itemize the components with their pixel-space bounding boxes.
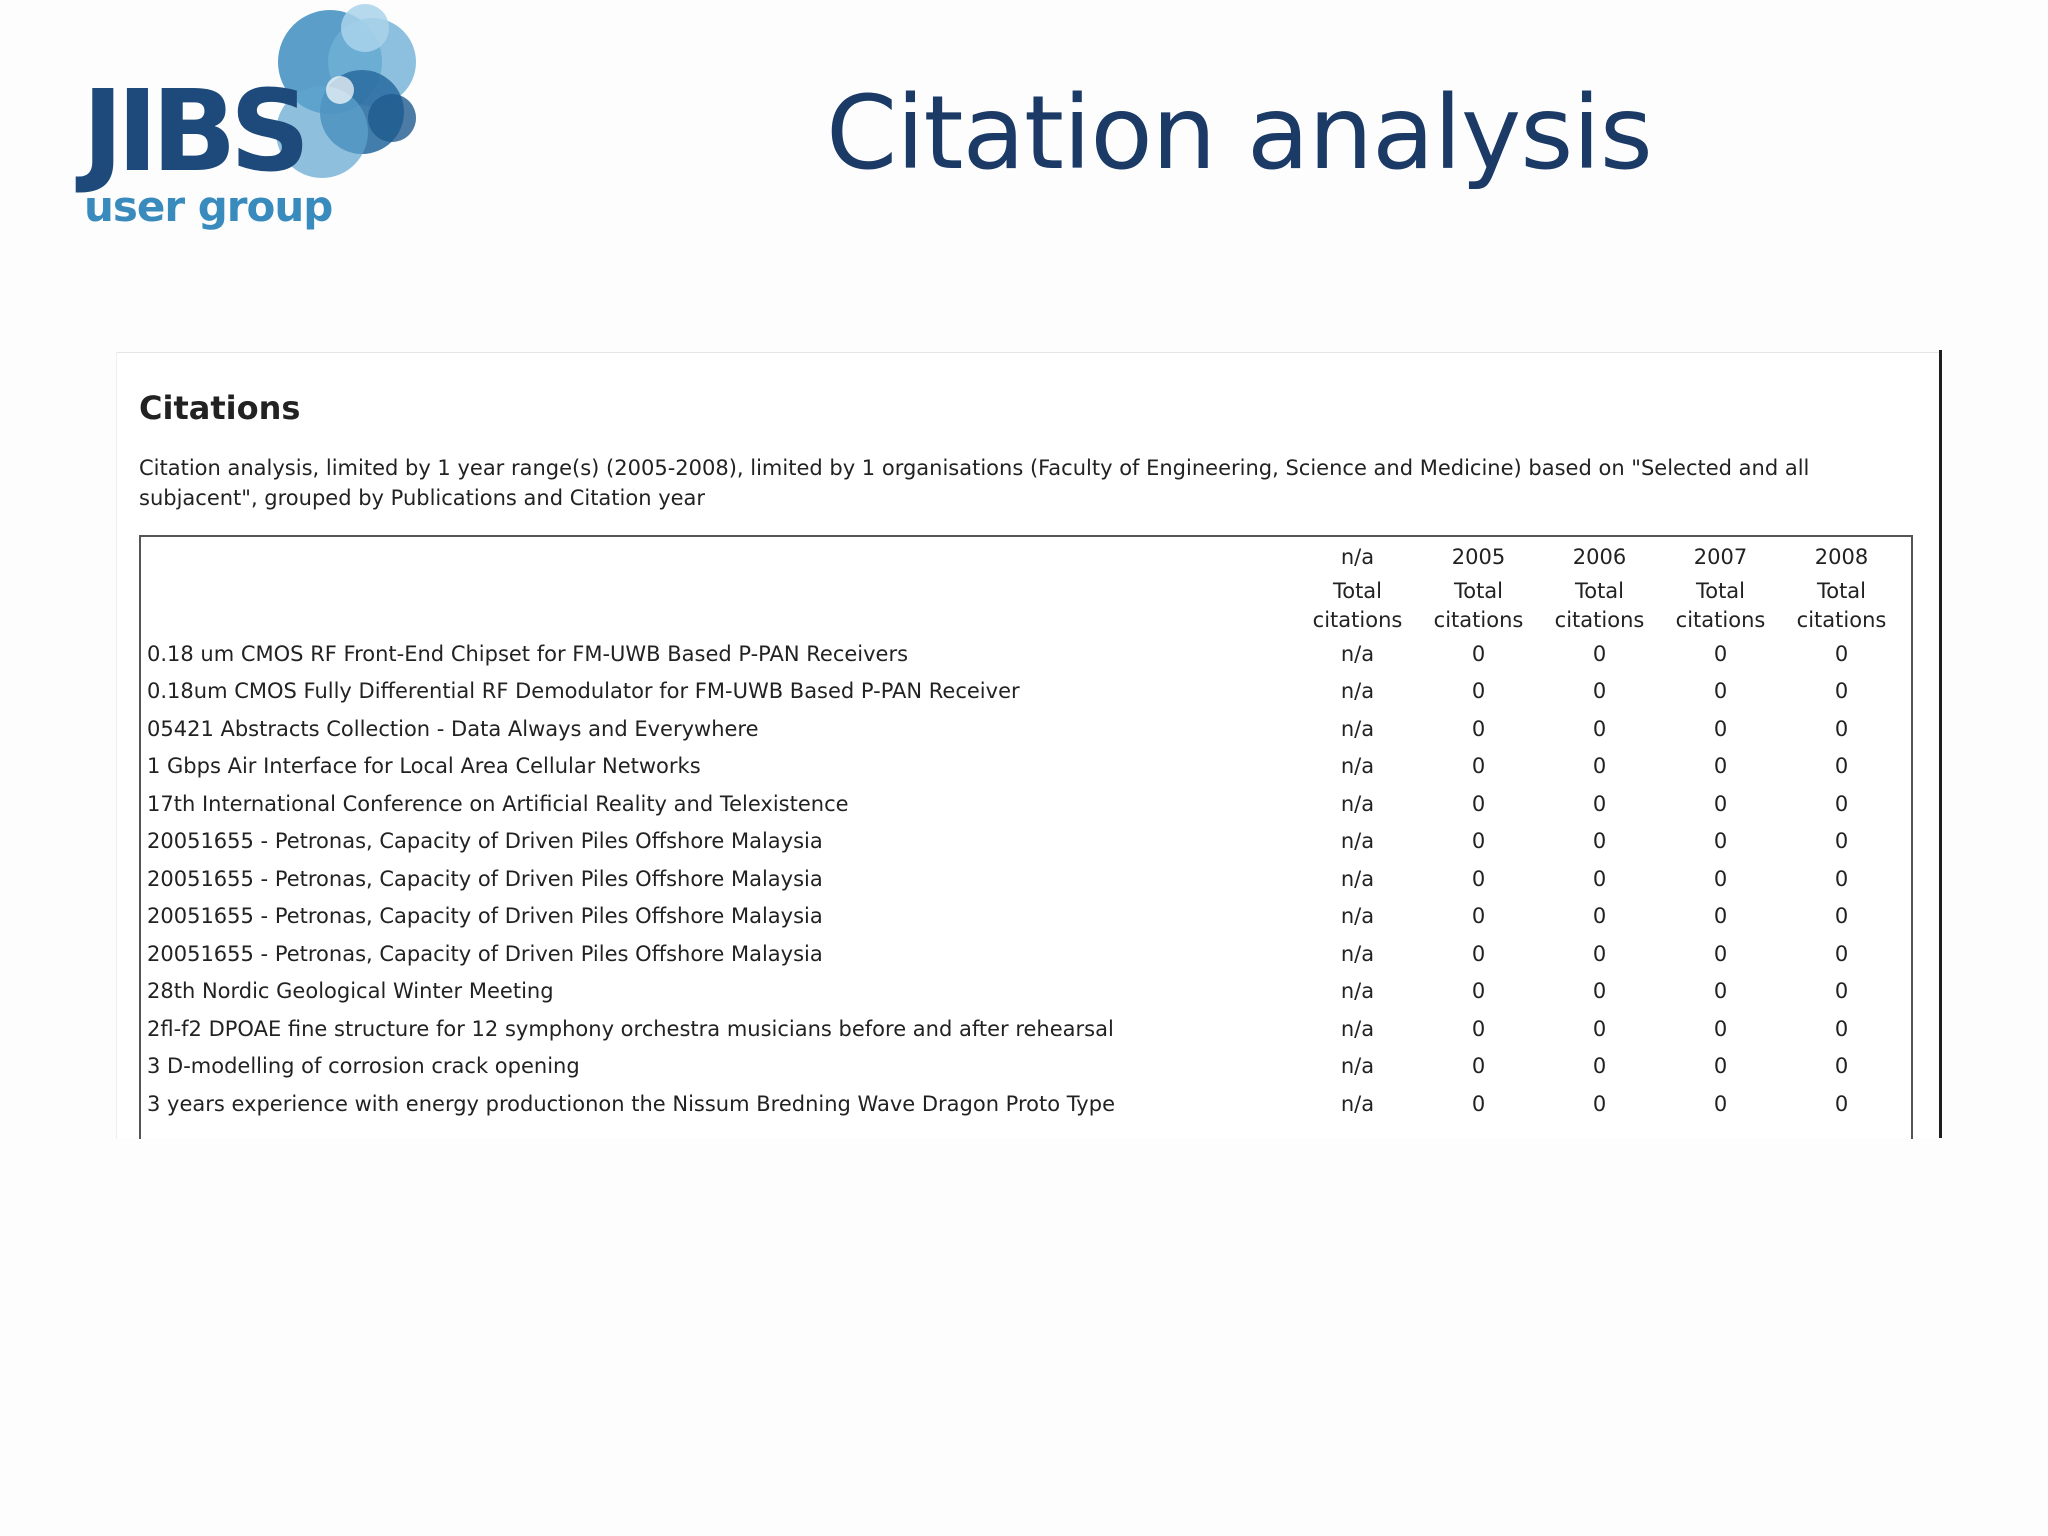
citation-count: 0 <box>1592 1091 1607 1116</box>
citation-count: 0 <box>1834 1016 1849 1041</box>
citation-count: 0 <box>1713 1016 1728 1041</box>
publication-title: 20051655 - Petronas, Capacity of Driven Piles Offshore Malaysia <box>147 866 823 891</box>
citation-count: 0 <box>1471 866 1486 891</box>
logo-wordmark: JIBS <box>82 67 304 197</box>
citation-count: 0 <box>1713 829 1728 854</box>
citation-count: 0 <box>1592 1054 1607 1079</box>
citation-count: 0 <box>1592 791 1607 816</box>
citation-count: 0 <box>1713 1091 1728 1116</box>
citation-count: 0 <box>1834 1091 1849 1116</box>
column-label-header: Total citations <box>1312 579 1403 632</box>
citation-count: 0 <box>1834 829 1849 854</box>
citation-count: 0 <box>1834 904 1849 929</box>
column-label-header: Total citations <box>1433 579 1524 632</box>
citation-count: 0 <box>1713 641 1728 666</box>
column-year-header: 2006 <box>1572 545 1627 569</box>
publication-title: 2fl-f2 DPOAE fine structure for 12 symphony orchestra musicians before and after rehearsal <box>147 1016 1114 1041</box>
citation-count: 0 <box>1592 716 1607 741</box>
citation-count: n/a <box>1340 679 1375 704</box>
citation-count: n/a <box>1340 716 1375 741</box>
citation-count: 0 <box>1834 754 1849 779</box>
citation-count: 0 <box>1471 679 1486 704</box>
citation-count: 0 <box>1834 979 1849 1004</box>
citations-table <box>141 537 1902 1123</box>
citation-count: 0 <box>1834 679 1849 704</box>
citation-count: 0 <box>1713 904 1728 929</box>
citation-count: 0 <box>1471 716 1486 741</box>
column-year-header: n/a <box>1340 545 1375 569</box>
table-row <box>141 935 1902 973</box>
citations-panel <box>116 352 1941 1139</box>
column-label-header: Total citations <box>1796 579 1887 632</box>
citation-count: 0 <box>1713 791 1728 816</box>
citation-count: n/a <box>1340 904 1375 929</box>
header-spacer <box>141 577 1297 635</box>
column-year-header: 2008 <box>1814 545 1869 569</box>
citation-count: 0 <box>1471 979 1486 1004</box>
citation-count: n/a <box>1340 829 1375 854</box>
citation-count: 0 <box>1471 791 1486 816</box>
table-row <box>141 748 1902 786</box>
citation-count: n/a <box>1340 866 1375 891</box>
citation-count: 0 <box>1592 829 1607 854</box>
citation-count: 0 <box>1713 979 1728 1004</box>
citation-count: 0 <box>1471 941 1486 966</box>
publication-title: 17th International Conference on Artificial Reality and Telexistence <box>147 791 849 816</box>
slide-title: Citation analysis <box>826 74 1652 193</box>
table-row <box>141 1048 1902 1086</box>
publication-title: 20051655 - Petronas, Capacity of Driven Piles Offshore Malaysia <box>147 829 823 854</box>
citation-count: n/a <box>1340 791 1375 816</box>
column-year-header: 2005 <box>1451 545 1506 569</box>
table-row <box>141 635 1902 673</box>
citation-count: 0 <box>1834 1054 1849 1079</box>
citation-count: 0 <box>1592 641 1607 666</box>
publication-title: 05421 Abstracts Collection - Data Always and Everywhere <box>147 716 759 741</box>
table-body <box>141 635 1902 1123</box>
table-row <box>141 1010 1902 1048</box>
table-header-years <box>141 537 1902 577</box>
publication-title: 1 Gbps Air Interface for Local Area Cellular Networks <box>147 754 701 779</box>
table-row <box>141 823 1902 861</box>
logo-subtitle: user group <box>84 182 333 231</box>
table-row <box>141 785 1902 823</box>
publication-title: 3 years experience with energy productionon the Nissum Bredning Wave Dragon Proto Type <box>147 1091 1115 1116</box>
citation-count: 0 <box>1471 1091 1486 1116</box>
jibs-logo <box>40 0 440 245</box>
citation-count: 0 <box>1471 641 1486 666</box>
citation-count: 0 <box>1713 1054 1728 1079</box>
citation-count: 0 <box>1713 679 1728 704</box>
header-spacer <box>141 537 1297 577</box>
column-label-header: Total citations <box>1675 579 1766 632</box>
publication-title: 20051655 - Petronas, Capacity of Driven Piles Offshore Malaysia <box>147 941 823 966</box>
table-row <box>141 973 1902 1011</box>
citation-count: 0 <box>1471 1016 1486 1041</box>
citation-count: 0 <box>1713 866 1728 891</box>
table-header-labels <box>141 577 1902 635</box>
publication-title: 20051655 - Petronas, Capacity of Driven Piles Offshore Malaysia <box>147 904 823 929</box>
citation-count: n/a <box>1340 1091 1375 1116</box>
table-row <box>141 710 1902 748</box>
publication-title: 0.18um CMOS Fully Differential RF Demodulator for FM-UWB Based P-PAN Receiver <box>147 679 1020 704</box>
citation-count: 0 <box>1713 754 1728 779</box>
column-label-header: Total citations <box>1554 579 1645 632</box>
citation-count: 0 <box>1592 941 1607 966</box>
panel-description: Citation analysis, limited by 1 year range(s) (2005-2008), limited by 1 organisations (Faculty of Engineering, Science and Medicine) based on "Selected and all subjacent", grouped by Publications and Citation year <box>139 456 1810 510</box>
citation-count: 0 <box>1834 791 1849 816</box>
citation-count: 0 <box>1592 754 1607 779</box>
citation-count: 0 <box>1592 866 1607 891</box>
citation-count: n/a <box>1340 979 1375 1004</box>
column-year-header: 2007 <box>1693 545 1748 569</box>
citation-count: n/a <box>1340 641 1375 666</box>
citation-count: 0 <box>1834 941 1849 966</box>
table-row <box>141 898 1902 936</box>
table-row <box>141 1085 1902 1123</box>
citation-count: 0 <box>1471 1054 1486 1079</box>
citation-count: 0 <box>1471 754 1486 779</box>
table-row <box>141 673 1902 711</box>
publication-title: 3 D-modelling of corrosion crack opening <box>147 1054 580 1079</box>
citation-count: n/a <box>1340 754 1375 779</box>
citation-count: 0 <box>1592 979 1607 1004</box>
citation-count: 0 <box>1713 716 1728 741</box>
citation-count: 0 <box>1834 716 1849 741</box>
window-edge <box>1939 350 1942 1138</box>
publication-title: 28th Nordic Geological Winter Meeting <box>147 979 554 1004</box>
citation-count: 0 <box>1592 679 1607 704</box>
citation-count: 0 <box>1471 904 1486 929</box>
citation-count: n/a <box>1340 941 1375 966</box>
citation-count: 0 <box>1834 641 1849 666</box>
citation-count: n/a <box>1340 1054 1375 1079</box>
citation-count: n/a <box>1340 1016 1375 1041</box>
table-row <box>141 860 1902 898</box>
citations-table-container <box>139 535 1913 1139</box>
citation-count: 0 <box>1592 1016 1607 1041</box>
citation-count: 0 <box>1834 866 1849 891</box>
citation-count: 0 <box>1471 829 1486 854</box>
panel-heading: Citations <box>139 389 301 427</box>
citation-count: 0 <box>1713 941 1728 966</box>
publication-title: 0.18 um CMOS RF Front-End Chipset for FM-UWB Based P-PAN Receivers <box>147 641 909 666</box>
citation-count: 0 <box>1592 904 1607 929</box>
